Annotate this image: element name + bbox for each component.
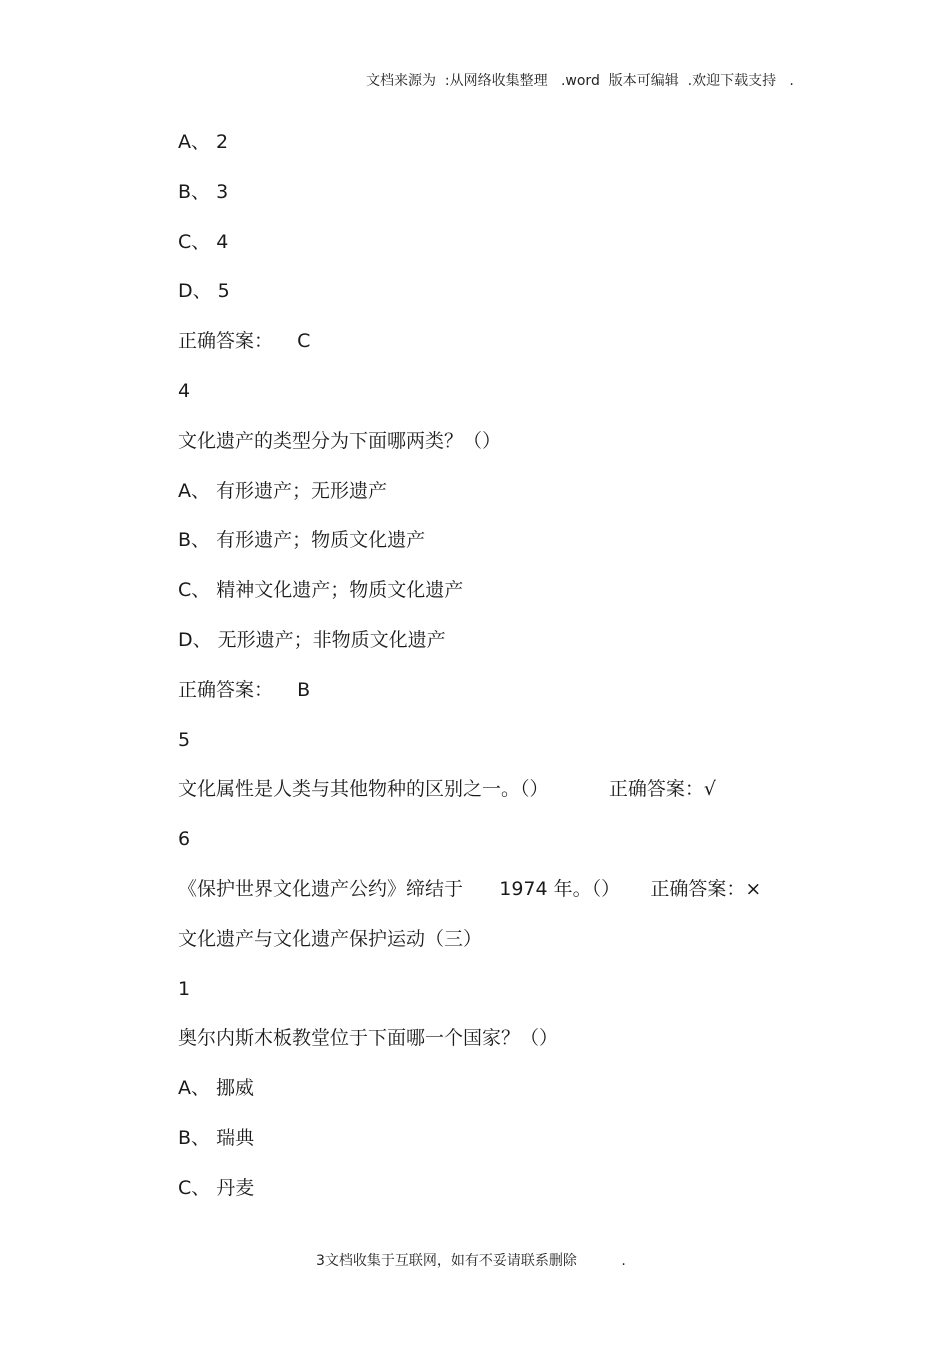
option-d: D、 5 (178, 280, 230, 303)
option-a: A、 2 (178, 131, 229, 153)
question-text: 文化遗产的类型分为下面哪两类？（） (178, 429, 502, 452)
question-number: 1 (178, 977, 191, 1000)
option-b: B、 瑞典 (178, 1126, 255, 1149)
question-number: 4 (178, 379, 191, 402)
question-number: 6 (178, 828, 191, 851)
option-c: C、 丹麦 (178, 1176, 255, 1199)
question-with-answer: 文化属性是人类与其他物种的区别之一。（） 正确答案：√ (178, 778, 717, 801)
option-d: D、 无形遗产；非物质文化遗产 (178, 628, 446, 651)
option-b: B、 3 (178, 180, 229, 203)
question-number: 5 (178, 728, 191, 751)
option-c: C、 4 (178, 230, 229, 253)
option-a: A、 有形遗产；无形遗产 (178, 479, 388, 502)
correct-answer: 正确答案： B (178, 678, 311, 701)
option-c: C、 精神文化遗产；物质文化遗产 (178, 579, 464, 602)
page-footer: 3文档收集于互联网，如有不妥请联系删除 . (316, 1253, 626, 1269)
question-with-answer: 《保护世界文化遗产公约》缔结于 1974 年。（） 正确答案：× (178, 877, 762, 900)
option-b: B、 有形遗产；物质文化遗产 (178, 529, 426, 552)
option-a: A、 挪威 (178, 1077, 255, 1100)
page-header: 文档来源为 :从网络收集整理 .word 版本可编辑 .欢迎下载支持 . (366, 73, 794, 89)
question-text: 奥尔内斯木板教堂位于下面哪一个国家？（） (178, 1027, 559, 1050)
correct-answer: 正确答案： C (178, 330, 311, 353)
document-body (178, 130, 858, 1226)
section-heading: 文化遗产与文化遗产保护运动（三） (178, 927, 483, 950)
